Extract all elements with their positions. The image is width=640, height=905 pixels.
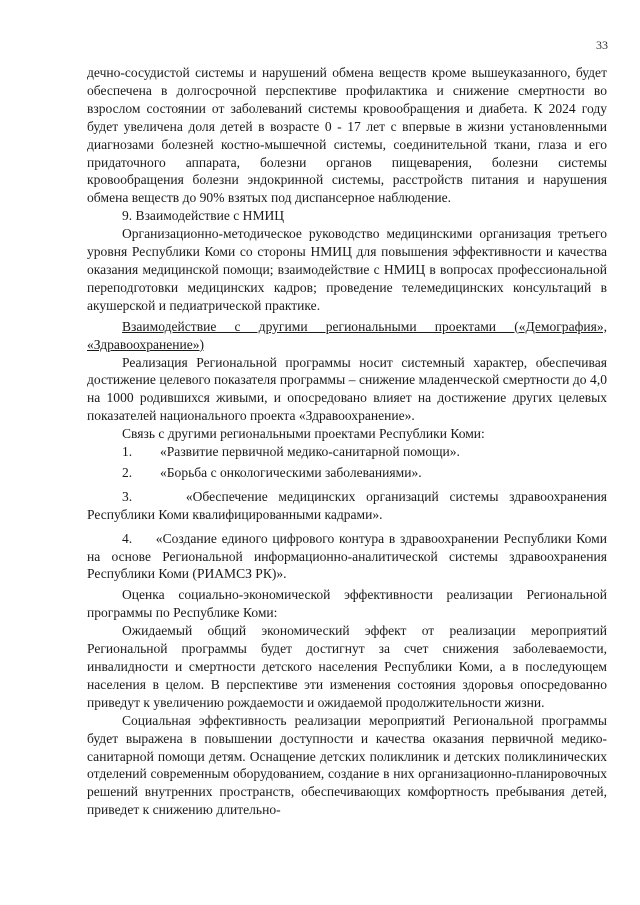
paragraph-links-intro: Связь с другими региональными проектами Республики Коми: [122,426,485,442]
paragraph-evaluation-intro: Оценка социально-экономической эффективности реализации Региональной программы по Республике Коми: [87,587,607,621]
list-item-text: «Обеспечение медицинских организаций системы здравоохранения Республики Коми квалифицированными кадрами». [87,488,607,522]
section-heading-interaction [87,318,607,354]
list-item-text: «Борьба с онкологическими заболеваниями». [160,464,422,480]
list-item [87,464,607,482]
page-number: 33 [596,38,608,52]
list-item-number: 4. [122,530,133,546]
paragraph-program-systemic: Реализация Региональной программы носит системный характер, обеспечивая достижение целевого показателя программы – снижение младенческой смертности до 4,0 на 1000 родившихся живыми, и опосредовано влияет на достижение других целевых показателей национального проекта «Здравоохранение». [87,354,607,424]
paragraph-continuation: дечно-сосудистой системы и нарушений обмена веществ кроме вышеуказанного, будет обеспечена в долгосрочной перспективе профилактика и снижение смертности во взрослом состоянии от заболеваний системы кровообращения и диабета. К 2024 году будет увеличена доля детей в возрасте 0 - 17 лет с впервые в жизни установленными диагнозами болезней костно-мышечной системы, соединительной ткани, глаза и его придаточного аппарата, болезни органов пищеварения, болезни системы кровообращения болезни эндокринной системы, расстройств питания и нарушения обмена веществ до 90% взятых под диспансерное наблюдение. [87,65,607,206]
list-item-number: 2. [122,464,133,480]
list-item-number: 1. [122,444,133,460]
projects-list [87,443,607,583]
paragraph-economic-effect: Ожидаемый общий экономический эффект от реализации мероприятий Региональной программы будет достигнут за счет снижения заболеваемости, инвалидности и смертности детского населения Республики Коми, а в последующем населения в целом. В перспективе эти изменения состояния здоровья опосредованно приведут к увеличению рождаемости и ожидаемой продолжительности жизни. [87,623,607,710]
list-item-number: 3. [122,488,133,504]
section-heading-interaction-text: Взаимодействие с другими региональными проектами («Демография», «Здравоохранение») [87,318,607,352]
list-item [87,530,607,584]
section-heading-nmic: 9. Взаимодействие с НМИЦ [122,208,285,224]
list-item [87,488,607,524]
list-item-text: «Развитие первичной медико-санитарной помощи». [160,444,460,460]
list-item [87,443,607,461]
paragraph-nmic: Организационно-методическое руководство медицинскими организация третьего уровня Республики Коми со стороны НМИЦ для повышения эффективности и качества оказания медицинской помощи; взаимодействие с НМИЦ в вопросах профессиональной переподготовки медицинских кадров; проведение телемедицинских консультаций в акушерской и педиатрической практике. [87,226,607,313]
paragraph-social-effect: Социальная эффективность реализации мероприятий Региональной программы будет выражена в повышении доступности и качества оказания первичной медико-санитарной помощи детям. Оснащение детских поликлиник и детских поликлинических отделений современным оборудованием, создание в них организационно-планировочных решений внутренних пространств, обеспечивающих комфортность пребывания детей, приведет к снижению длительно- [87,712,607,818]
list-item-text: «Создание единого цифрового контура в здравоохранении Республики Коми на основе Региональной информационно-аналитической системы здравоохранения Республики Коми (РИАМСЗ РК)». [87,530,607,582]
page-content [87,64,607,819]
